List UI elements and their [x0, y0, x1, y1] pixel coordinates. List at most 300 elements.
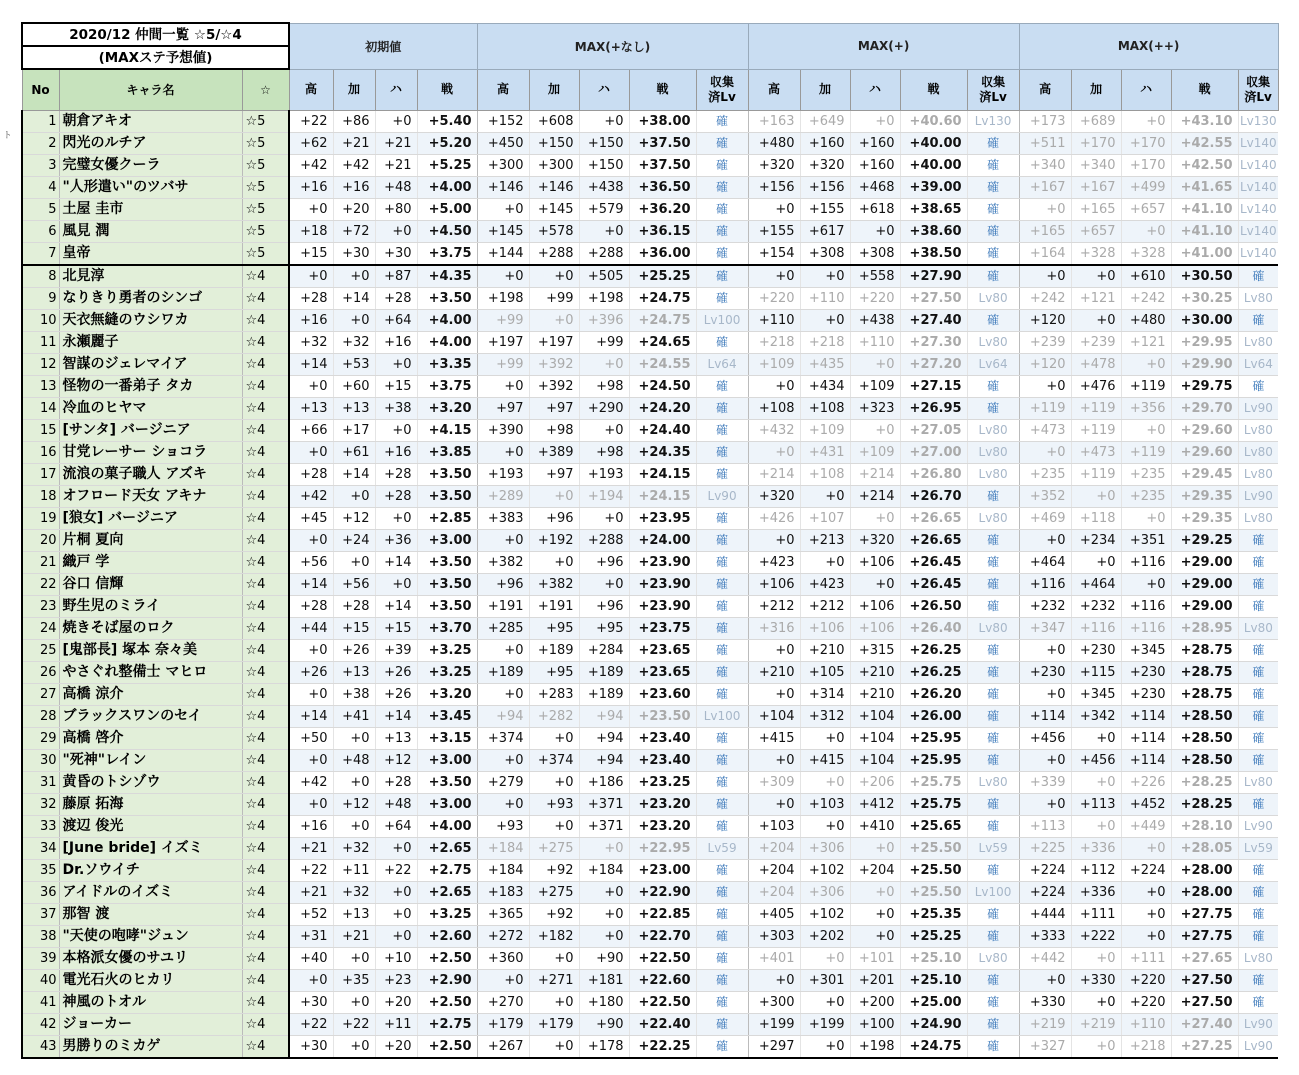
- m0-ka: +0: [529, 486, 579, 508]
- m2-sen: +42.55: [1171, 133, 1238, 155]
- rarity: ☆5: [242, 177, 289, 199]
- init-sen: +3.20: [417, 684, 477, 706]
- init-sen: +3.15: [417, 728, 477, 750]
- m1-hi: +300: [748, 992, 800, 1014]
- m2-sen: +29.00: [1171, 552, 1238, 574]
- character-name: 渡辺 俊光: [59, 816, 242, 838]
- init-ka: +0: [333, 772, 375, 794]
- m0-collected-lv: 確: [696, 882, 748, 904]
- row-number: 3: [22, 155, 59, 177]
- init-hi: +0: [289, 640, 333, 662]
- init-ha: +20: [375, 992, 417, 1014]
- m2-ka: +0: [1071, 948, 1121, 970]
- table-row: [22, 574, 1278, 596]
- m2-collected-lv: Lv90: [1238, 816, 1278, 838]
- m1-ka: +0: [800, 728, 850, 750]
- m2-ha: +449: [1121, 816, 1171, 838]
- init-sen: +3.50: [417, 574, 477, 596]
- character-name: 智謀のジェレマイア: [59, 354, 242, 376]
- m1-hi: +106: [748, 574, 800, 596]
- m0-collected-lv: 確: [696, 530, 748, 552]
- m1-sen: +27.15: [900, 376, 967, 398]
- init-hi: +0: [289, 530, 333, 552]
- row-number: 1: [22, 111, 59, 133]
- m1-ka: +0: [800, 552, 850, 574]
- m2-collected-lv: Lv140: [1238, 177, 1278, 199]
- row-number: 10: [22, 310, 59, 332]
- init-ha: +64: [375, 816, 417, 838]
- m1-ha: +106: [850, 552, 900, 574]
- m2-ka: +232: [1071, 596, 1121, 618]
- m1-collected-lv: Lv80: [967, 948, 1019, 970]
- m0-ha: +98: [579, 442, 629, 464]
- m1-sen: +26.80: [900, 464, 967, 486]
- m1-ka: +0: [800, 992, 850, 1014]
- rarity: ☆4: [242, 508, 289, 530]
- m0-collected-lv: Lv59: [696, 838, 748, 860]
- m2-hi: +224: [1019, 860, 1071, 882]
- rarity: ☆4: [242, 265, 289, 288]
- character-name: "天使の咆哮"ジュン: [59, 926, 242, 948]
- rarity: ☆4: [242, 464, 289, 486]
- m1-collected-lv: 確: [967, 816, 1019, 838]
- init-hi: +30: [289, 1036, 333, 1059]
- header-ka: 加: [529, 69, 579, 111]
- m2-hi: +444: [1019, 904, 1071, 926]
- m0-sen: +23.40: [629, 728, 696, 750]
- row-number: 41: [22, 992, 59, 1014]
- header-lv: [1238, 69, 1278, 111]
- m1-sen: +39.00: [900, 177, 967, 199]
- init-ha: +11: [375, 1014, 417, 1036]
- m2-collected-lv: Lv140: [1238, 199, 1278, 221]
- m0-sen: +24.40: [629, 420, 696, 442]
- m0-ha: +186: [579, 772, 629, 794]
- m2-sen: +29.75: [1171, 376, 1238, 398]
- m0-collected-lv: 確: [696, 904, 748, 926]
- m1-ha: +0: [850, 904, 900, 926]
- m1-sen: +24.90: [900, 1014, 967, 1036]
- m0-ka: +0: [529, 728, 579, 750]
- m2-sen: +27.65: [1171, 948, 1238, 970]
- m1-collected-lv: 確: [967, 265, 1019, 288]
- m0-hi: +184: [477, 838, 529, 860]
- m2-ha: +499: [1121, 177, 1171, 199]
- rarity: ☆4: [242, 772, 289, 794]
- m2-collected-lv: Lv90: [1238, 1036, 1278, 1059]
- m1-sen: +25.50: [900, 882, 967, 904]
- m0-hi: +184: [477, 860, 529, 882]
- m1-sen: +38.65: [900, 199, 967, 221]
- init-hi: +40: [289, 948, 333, 970]
- init-ka: +30: [333, 243, 375, 266]
- m1-hi: +0: [748, 684, 800, 706]
- init-sen: +2.60: [417, 926, 477, 948]
- m2-collected-lv: 確: [1238, 882, 1278, 904]
- m1-ka: +649: [800, 111, 850, 133]
- m0-hi: +272: [477, 926, 529, 948]
- init-hi: +0: [289, 199, 333, 221]
- table-row: [22, 1036, 1278, 1059]
- header-name: キャラ名: [59, 69, 242, 111]
- m0-ka: +0: [529, 1036, 579, 1059]
- m1-ka: +0: [800, 948, 850, 970]
- m2-hi: +114: [1019, 706, 1071, 728]
- m1-collected-lv: 確: [967, 728, 1019, 750]
- m0-ha: +0: [579, 508, 629, 530]
- m0-ha: +181: [579, 970, 629, 992]
- row-number: 25: [22, 640, 59, 662]
- rarity: ☆4: [242, 354, 289, 376]
- table-row: [22, 706, 1278, 728]
- m1-sen: +27.50: [900, 288, 967, 310]
- rarity: ☆4: [242, 442, 289, 464]
- m1-ka: +108: [800, 464, 850, 486]
- m2-sen: +28.00: [1171, 882, 1238, 904]
- init-ha: +14: [375, 596, 417, 618]
- m2-collected-lv: Lv90: [1238, 398, 1278, 420]
- m0-collected-lv: 確: [696, 662, 748, 684]
- m0-collected-lv: 確: [696, 265, 748, 288]
- table-row: [22, 376, 1278, 398]
- character-name: アイドルのイズミ: [59, 882, 242, 904]
- init-ka: +35: [333, 970, 375, 992]
- m1-sen: +26.70: [900, 486, 967, 508]
- m1-ha: +0: [850, 508, 900, 530]
- m0-sen: +24.50: [629, 376, 696, 398]
- m2-sen: +28.25: [1171, 794, 1238, 816]
- m2-sen: +27.40: [1171, 1014, 1238, 1036]
- init-sen: +3.85: [417, 442, 477, 464]
- m1-ha: +109: [850, 442, 900, 464]
- init-sen: +2.85: [417, 508, 477, 530]
- m2-sen: +28.00: [1171, 860, 1238, 882]
- header-lv-line1: 収集: [981, 74, 1006, 89]
- m1-ka: +156: [800, 177, 850, 199]
- m0-sen: +38.00: [629, 111, 696, 133]
- m0-sen: +36.50: [629, 177, 696, 199]
- m1-hi: +0: [748, 376, 800, 398]
- m0-sen: +23.40: [629, 750, 696, 772]
- rarity: ☆4: [242, 838, 289, 860]
- init-ha: +0: [375, 882, 417, 904]
- table-row: [22, 1014, 1278, 1036]
- m2-ha: +0: [1121, 508, 1171, 530]
- m1-ha: +0: [850, 111, 900, 133]
- m1-ha: +410: [850, 816, 900, 838]
- init-ha: +28: [375, 486, 417, 508]
- m2-ha: +235: [1121, 486, 1171, 508]
- m1-ha: +412: [850, 794, 900, 816]
- m2-ha: +114: [1121, 706, 1171, 728]
- rarity: ☆4: [242, 904, 289, 926]
- m0-hi: +267: [477, 1036, 529, 1059]
- m0-collected-lv: 確: [696, 640, 748, 662]
- init-ka: +28: [333, 596, 375, 618]
- init-hi: +31: [289, 926, 333, 948]
- m2-hi: +469: [1019, 508, 1071, 530]
- header-sen: 戦: [629, 69, 696, 111]
- m0-hi: +0: [477, 640, 529, 662]
- row-number: 9: [22, 288, 59, 310]
- m0-sen: +24.20: [629, 398, 696, 420]
- m1-collected-lv: 確: [967, 574, 1019, 596]
- m2-sen: +29.00: [1171, 574, 1238, 596]
- m0-hi: +145: [477, 221, 529, 243]
- m1-hi: +303: [748, 926, 800, 948]
- m2-ka: +165: [1071, 199, 1121, 221]
- row-number: 22: [22, 574, 59, 596]
- m2-ka: +234: [1071, 530, 1121, 552]
- m0-ka: +275: [529, 838, 579, 860]
- m1-collected-lv: 確: [967, 243, 1019, 266]
- m0-hi: +450: [477, 133, 529, 155]
- m1-sen: +26.50: [900, 596, 967, 618]
- m0-ha: +0: [579, 111, 629, 133]
- m1-ka: +155: [800, 199, 850, 221]
- header-lv: [696, 69, 748, 111]
- table-row: [22, 750, 1278, 772]
- init-sen: +2.65: [417, 882, 477, 904]
- m2-hi: +0: [1019, 265, 1071, 288]
- m1-ha: +104: [850, 728, 900, 750]
- m1-ka: +202: [800, 926, 850, 948]
- init-sen: +3.70: [417, 618, 477, 640]
- m0-ka: +374: [529, 750, 579, 772]
- m2-ka: +119: [1071, 398, 1121, 420]
- rarity: ☆4: [242, 882, 289, 904]
- m0-hi: +0: [477, 442, 529, 464]
- m0-ka: +197: [529, 332, 579, 354]
- m2-ka: +342: [1071, 706, 1121, 728]
- init-sen: +5.25: [417, 155, 477, 177]
- character-name: 完璧女優クーラ: [59, 155, 242, 177]
- m2-collected-lv: 確: [1238, 596, 1278, 618]
- m2-ha: +170: [1121, 155, 1171, 177]
- init-ka: +0: [333, 816, 375, 838]
- m2-ka: +689: [1071, 111, 1121, 133]
- init-hi: +21: [289, 838, 333, 860]
- m0-collected-lv: 確: [696, 970, 748, 992]
- m2-ha: +242: [1121, 288, 1171, 310]
- m1-ka: +423: [800, 574, 850, 596]
- m0-collected-lv: Lv100: [696, 706, 748, 728]
- rarity: ☆4: [242, 750, 289, 772]
- character-name: 神風のトオル: [59, 992, 242, 1014]
- m0-ka: +0: [529, 948, 579, 970]
- m1-hi: +0: [748, 640, 800, 662]
- rarity: ☆4: [242, 310, 289, 332]
- m2-ka: +336: [1071, 838, 1121, 860]
- init-ka: +13: [333, 398, 375, 420]
- m1-ka: +102: [800, 860, 850, 882]
- m1-ha: +106: [850, 618, 900, 640]
- m1-ha: +101: [850, 948, 900, 970]
- row-number: 11: [22, 332, 59, 354]
- m1-hi: +309: [748, 772, 800, 794]
- header-sen: 戦: [900, 69, 967, 111]
- m2-ha: +110: [1121, 1014, 1171, 1036]
- m1-ha: +558: [850, 265, 900, 288]
- m0-ha: +0: [579, 882, 629, 904]
- m1-collected-lv: 確: [967, 684, 1019, 706]
- m1-collected-lv: 確: [967, 530, 1019, 552]
- m2-ha: +610: [1121, 265, 1171, 288]
- m0-ka: +95: [529, 662, 579, 684]
- m0-hi: +279: [477, 772, 529, 794]
- init-sen: +3.50: [417, 552, 477, 574]
- init-hi: +0: [289, 794, 333, 816]
- m0-ha: +96: [579, 552, 629, 574]
- m1-collected-lv: 確: [967, 926, 1019, 948]
- m0-collected-lv: 確: [696, 376, 748, 398]
- character-name: 怪物の一番弟子 タカ: [59, 376, 242, 398]
- m2-ha: +0: [1121, 420, 1171, 442]
- character-name: ジョーカー: [59, 1014, 242, 1036]
- m2-sen: +28.75: [1171, 684, 1238, 706]
- init-ha: +15: [375, 618, 417, 640]
- m2-collected-lv: 確: [1238, 904, 1278, 926]
- m1-ka: +431: [800, 442, 850, 464]
- character-name: やさぐれ整備士 マヒロ: [59, 662, 242, 684]
- m0-sen: +24.65: [629, 332, 696, 354]
- m1-collected-lv: 確: [967, 904, 1019, 926]
- header-ka: 加: [800, 69, 850, 111]
- m0-hi: +198: [477, 288, 529, 310]
- m1-sen: +25.50: [900, 838, 967, 860]
- character-name: 織戸 学: [59, 552, 242, 574]
- m0-hi: +96: [477, 574, 529, 596]
- init-sen: +3.50: [417, 772, 477, 794]
- m1-collected-lv: Lv80: [967, 618, 1019, 640]
- m1-collected-lv: 確: [967, 1036, 1019, 1059]
- m2-collected-lv: 確: [1238, 706, 1278, 728]
- m2-ka: +0: [1071, 772, 1121, 794]
- m1-ka: +314: [800, 684, 850, 706]
- table-row: [22, 288, 1278, 310]
- init-ka: +0: [333, 992, 375, 1014]
- init-sen: +2.50: [417, 1036, 477, 1059]
- table-row: [22, 904, 1278, 926]
- side-mark: ト: [3, 131, 13, 141]
- m0-hi: +360: [477, 948, 529, 970]
- init-sen: +2.90: [417, 970, 477, 992]
- character-name: 天衣無縫のウシワカ: [59, 310, 242, 332]
- m1-collected-lv: Lv100: [967, 882, 1019, 904]
- m2-ka: +121: [1071, 288, 1121, 310]
- m2-ha: +0: [1121, 926, 1171, 948]
- m1-ka: +0: [800, 486, 850, 508]
- m1-collected-lv: Lv80: [967, 464, 1019, 486]
- m0-sen: +22.95: [629, 838, 696, 860]
- init-hi: +0: [289, 376, 333, 398]
- m0-sen: +22.85: [629, 904, 696, 926]
- m0-sen: +22.40: [629, 1014, 696, 1036]
- m0-ha: +198: [579, 288, 629, 310]
- init-ka: +17: [333, 420, 375, 442]
- m2-ha: +220: [1121, 992, 1171, 1014]
- m2-hi: +333: [1019, 926, 1071, 948]
- m2-hi: +0: [1019, 640, 1071, 662]
- character-name: [サンタ] バージニア: [59, 420, 242, 442]
- m2-sen: +28.05: [1171, 838, 1238, 860]
- m0-hi: +0: [477, 750, 529, 772]
- m2-sen: +29.35: [1171, 486, 1238, 508]
- m2-sen: +29.00: [1171, 596, 1238, 618]
- header-sen: 戦: [1171, 69, 1238, 111]
- m0-collected-lv: 確: [696, 926, 748, 948]
- m1-ha: +210: [850, 684, 900, 706]
- m2-ha: +356: [1121, 398, 1171, 420]
- m1-hi: +426: [748, 508, 800, 530]
- m0-collected-lv: Lv100: [696, 310, 748, 332]
- m1-sen: +40.00: [900, 155, 967, 177]
- rarity: ☆4: [242, 794, 289, 816]
- header-ka: 加: [1071, 69, 1121, 111]
- row-number: 36: [22, 882, 59, 904]
- row-number: 39: [22, 948, 59, 970]
- init-hi: +0: [289, 684, 333, 706]
- m1-sen: +25.25: [900, 926, 967, 948]
- m1-collected-lv: 確: [967, 376, 1019, 398]
- init-sen: +3.50: [417, 288, 477, 310]
- m2-ka: +0: [1071, 486, 1121, 508]
- m1-collected-lv: Lv80: [967, 442, 1019, 464]
- init-ha: +21: [375, 155, 417, 177]
- m0-hi: +94: [477, 706, 529, 728]
- m1-hi: +204: [748, 838, 800, 860]
- m2-ha: +235: [1121, 464, 1171, 486]
- m0-ha: +0: [579, 221, 629, 243]
- table-row: [22, 155, 1278, 177]
- m2-sen: +41.10: [1171, 221, 1238, 243]
- m2-sen: +28.75: [1171, 662, 1238, 684]
- character-name: [鬼部長] 塚本 奈々美: [59, 640, 242, 662]
- rarity: ☆5: [242, 133, 289, 155]
- m0-ka: +382: [529, 574, 579, 596]
- table-row: [22, 243, 1278, 266]
- m2-collected-lv: Lv80: [1238, 442, 1278, 464]
- character-name: なりきり勇者のシンゴ: [59, 288, 242, 310]
- character-name: 朝倉アキオ: [59, 111, 242, 133]
- m0-collected-lv: 確: [696, 420, 748, 442]
- rarity: ☆4: [242, 970, 289, 992]
- m0-ka: +96: [529, 508, 579, 530]
- table-row: [22, 420, 1278, 442]
- rarity: ☆4: [242, 728, 289, 750]
- header-lv-line2: 済Lv: [708, 89, 736, 104]
- table-row: [22, 464, 1278, 486]
- m1-ka: +415: [800, 750, 850, 772]
- m2-hi: +120: [1019, 354, 1071, 376]
- rarity: ☆4: [242, 816, 289, 838]
- m0-ka: +99: [529, 288, 579, 310]
- m2-ha: +224: [1121, 860, 1171, 882]
- rarity: ☆5: [242, 111, 289, 133]
- m2-collected-lv: Lv80: [1238, 772, 1278, 794]
- rarity: ☆4: [242, 992, 289, 1014]
- m1-ka: +320: [800, 155, 850, 177]
- init-sen: +2.75: [417, 1014, 477, 1036]
- m1-ka: +0: [800, 1036, 850, 1059]
- m2-collected-lv: 確: [1238, 794, 1278, 816]
- m2-hi: +219: [1019, 1014, 1071, 1036]
- init-ka: +61: [333, 442, 375, 464]
- m0-sen: +23.25: [629, 772, 696, 794]
- table-title-line1: 2020/12 仲間一覧 ☆5/☆4: [22, 23, 289, 46]
- m0-collected-lv: 確: [696, 111, 748, 133]
- m0-ha: +189: [579, 684, 629, 706]
